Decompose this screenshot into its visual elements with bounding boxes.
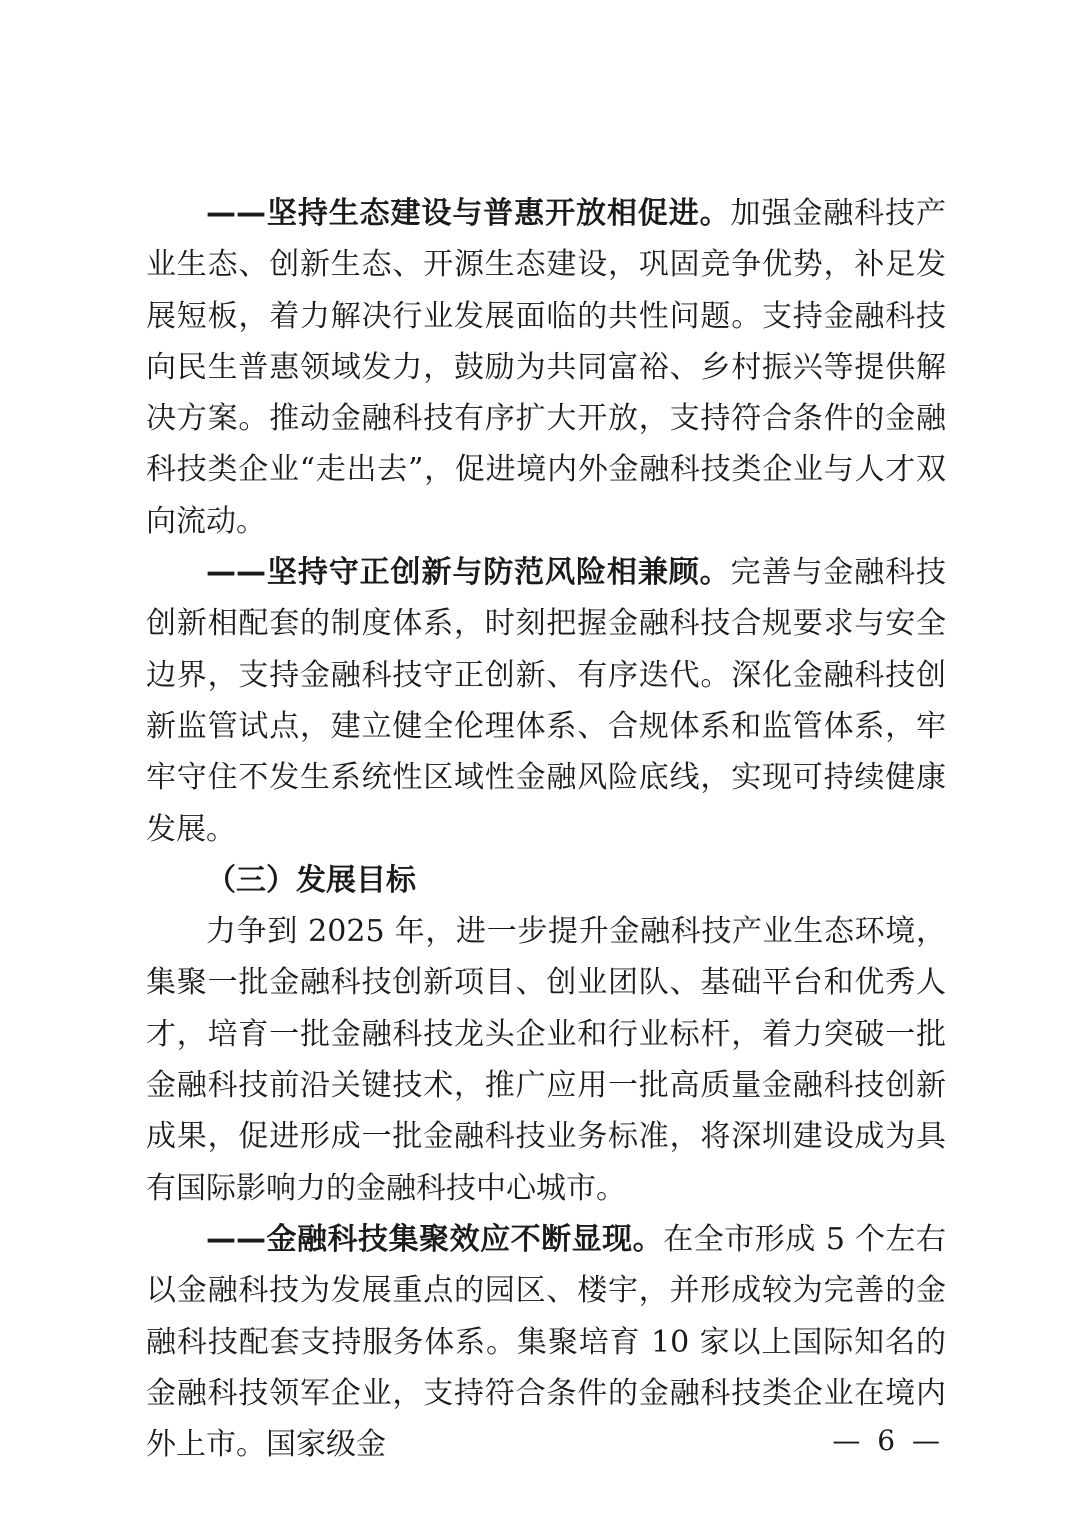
paragraph-ecology-openness xyxy=(146,188,946,547)
paragraph-body-text: 加强金融科技产业生态、创新生态、开源生态建设，巩固竞争优势，补足发展短板，着力解决行业发展面临的共性问题。支持金融科技向民生普惠领域发力，鼓励为共同富裕、乡村振兴等提供解决方案。推动金融科技有序扩大开放，支持符合条件的金融科技类企业“走出去”，促进境内外金融科技类企业与人才双向流动。 xyxy=(146,196,947,539)
section-heading-development-goals: （三）发展目标 xyxy=(206,862,416,898)
document-body xyxy=(146,188,946,1470)
paragraph-goal-2025: 力争到 2025 年，进一步提升金融科技产业生态环境，集聚一批金融科技创新项目、创业团队、基础平台和优秀人才，培育一批金融科技龙头企业和行业标杆，着力突破一批金融科技前沿关键技术，推广应用一批高质量金融科技创新成果，促进形成一批金融科技业务标准，将深圳建设成为具有国际影响力的金融科技中心城市。 xyxy=(146,914,946,1206)
page-number: — 6 — xyxy=(832,1424,944,1457)
paragraph-body-text: 在全市形成 5 个左右以金融科技为发展重点的园区、楼宇，并形成较为完善的金融科技配套支持服务体系。集聚培育 10 家以上国际知名的金融科技领军企业，支持符合条件的金融科技类企业在境内外上市。国家级金 xyxy=(146,1221,946,1463)
paragraph-cluster-effect xyxy=(146,1214,946,1470)
paragraph-lead-heading: ——金融科技集聚效应不断显现。 xyxy=(206,1221,664,1257)
paragraph-body-text: 完善与金融科技创新相配套的制度体系，时刻把握金融科技合规要求与安全边界，支持金融科技守正创新、有序迭代。深化金融科技创新监管试点，建立健全伦理体系、合规体系和监管体系，牢牢守住不发生系统性区域性金融风险底线，实现可持续健康发展。 xyxy=(146,555,947,847)
paragraph-lead-heading: ——坚持生态建设与普惠开放相促进。 xyxy=(206,196,731,231)
paragraph-lead-heading: ——坚持守正创新与防范风险相兼顾。 xyxy=(206,555,731,591)
paragraph-innovation-risk xyxy=(146,547,946,855)
